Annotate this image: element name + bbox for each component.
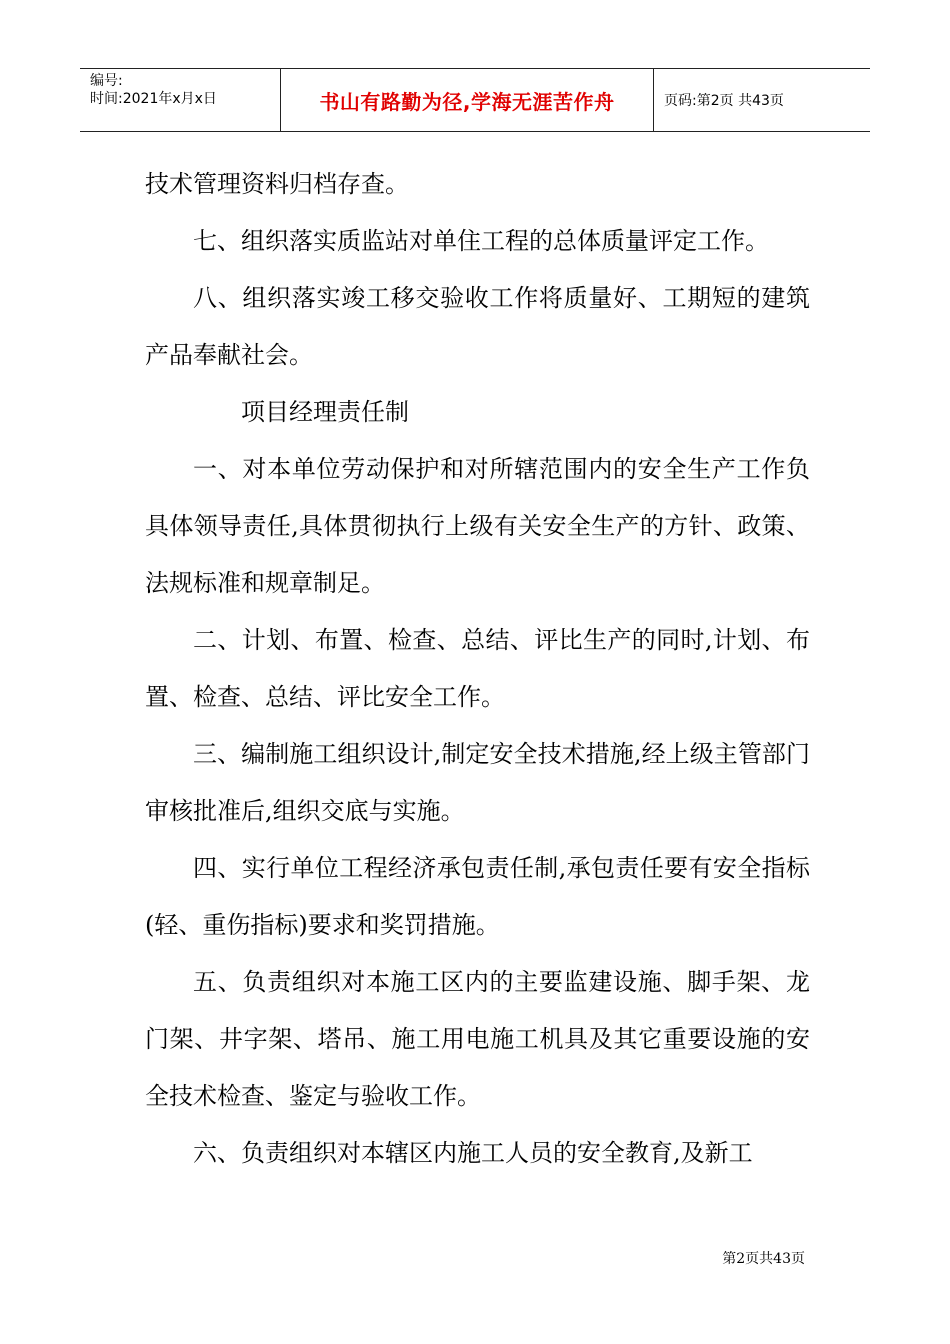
paragraph: 一、对本单位劳动保护和对所辖范围内的安全生产工作负具体领导责任,具体贯彻执行上级有关安全生产的方针、政策、法规标准和规章制足。: [145, 455, 810, 597]
paragraph: 七、组织落实质监站对单住工程的总体质量评定工作。: [193, 227, 769, 255]
document-time-label: 时间:2021年x月x日: [90, 91, 217, 107]
document-number-label: 编号:: [90, 73, 123, 89]
header-meta-cell: [80, 69, 281, 131]
paragraph: 五、负责组织对本施工区内的主要监建设施、脚手架、龙门架、井字架、塔吊、施工用电施工机具及其它重要设施的安全技术检查、鉴定与验收工作。: [145, 968, 810, 1110]
paragraph: 二、计划、布置、检查、总结、评比生产的同时,计划、布置、检查、总结、评比安全工作。: [145, 626, 810, 711]
paragraph: 四、实行单位工程经济承包责任制,承包责任要有安全指标(轻、重伤指标)要求和奖罚措施。: [145, 854, 810, 939]
page-header: [80, 68, 870, 132]
header-motto: 书山有路勤为径,学海无涯苦作舟: [281, 69, 654, 131]
section-title: 项目经理责任制: [241, 398, 409, 426]
paragraph: 八、组织落实竣工移交验收工作将质量好、工期短的建筑产品奉献社会。: [145, 284, 810, 369]
document-body: [145, 156, 810, 1182]
header-page-info: 页码:第2页 共43页: [664, 93, 784, 109]
paragraph: 三、编制施工组织设计,制定安全技术措施,经上级主管部门审核批准后,组织交底与实施。: [145, 740, 810, 825]
paragraph: 技术管理资料归档存查。: [145, 170, 409, 198]
page-footer: 第2页共43页: [722, 1251, 805, 1267]
paragraph: 六、负责组织对本辖区内施工人员的安全教育,及新工: [193, 1139, 753, 1167]
